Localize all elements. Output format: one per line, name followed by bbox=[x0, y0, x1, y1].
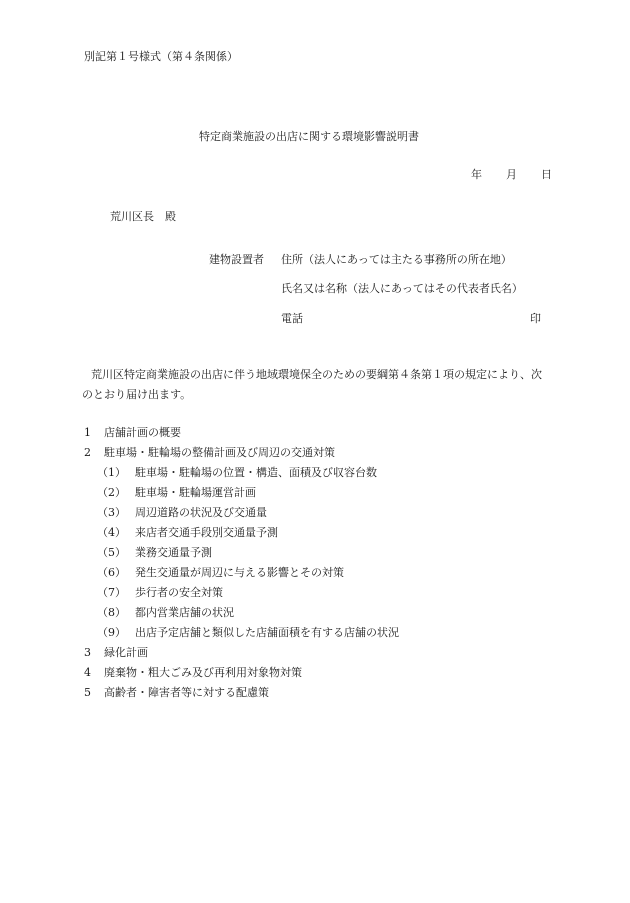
sub-item-label: 都内営業店舗の状況 bbox=[135, 606, 234, 619]
installer-label: 建物設置者 bbox=[209, 253, 264, 266]
item-label: 高齢者・障害者等に対する配慮策 bbox=[104, 686, 269, 699]
item-label: 廃棄物・粗大ごみ及び再利用対象物対策 bbox=[104, 666, 302, 679]
seal-mark: 印 bbox=[530, 312, 541, 325]
sub-item-number: （4） bbox=[97, 526, 126, 539]
sub-item bbox=[97, 467, 377, 478]
sub-item-number: （7） bbox=[97, 586, 126, 599]
sub-item-number: （5） bbox=[97, 546, 126, 559]
statement: 荒川区特定商業施設の出店に伴う地域環境保全のための要綱第４条第１項の規定により、次のとおり届け出ます。 bbox=[82, 368, 542, 401]
sub-item bbox=[97, 547, 212, 558]
date-day: 日 bbox=[541, 168, 552, 181]
sub-item-number: （8） bbox=[97, 606, 126, 619]
date-year: 年 bbox=[471, 168, 482, 181]
sub-item-number: （6） bbox=[97, 566, 126, 579]
date-month: 月 bbox=[506, 168, 517, 181]
item-label: 駐車場・駐輪場の整備計画及び周辺の交通対策 bbox=[104, 446, 335, 459]
applicant-address: 住所（法人にあっては主たる事務所の所在地） bbox=[281, 253, 512, 266]
sub-item bbox=[97, 487, 256, 498]
sub-item-label: 周辺道路の状況及び交通量 bbox=[135, 506, 267, 519]
item-number: 2 bbox=[84, 446, 91, 459]
item-label: 緑化計画 bbox=[104, 646, 148, 659]
date-line bbox=[471, 169, 552, 180]
list-item bbox=[84, 427, 181, 438]
sub-item bbox=[97, 587, 223, 598]
sub-item-number: （1） bbox=[97, 466, 126, 479]
sub-item bbox=[97, 627, 399, 638]
sub-item bbox=[97, 527, 278, 538]
item-number: 4 bbox=[84, 666, 91, 679]
sub-item bbox=[97, 607, 234, 618]
item-number: 3 bbox=[84, 646, 91, 659]
form-id: 別記第１号様式（第４条関係） bbox=[84, 50, 238, 63]
item-label: 店舗計画の概要 bbox=[104, 426, 181, 439]
sub-item-label: 歩行者の安全対策 bbox=[135, 586, 223, 599]
list-item bbox=[84, 667, 302, 678]
document-title: 特定商業施設の出店に関する環境影響説明書 bbox=[199, 130, 419, 143]
sub-item bbox=[97, 567, 344, 578]
applicant-phone: 電話 bbox=[281, 312, 303, 325]
sub-item-label: 駐車場・駐輪場の位置・構造、面積及び収容台数 bbox=[135, 466, 377, 479]
item-number: 5 bbox=[84, 686, 91, 699]
sub-item-number: （2） bbox=[97, 486, 126, 499]
item-number: 1 bbox=[84, 426, 91, 439]
sub-item-label: 業務交通量予測 bbox=[135, 546, 212, 559]
sub-item bbox=[97, 507, 267, 518]
list-item bbox=[84, 647, 148, 658]
sub-item-label: 来店者交通手段別交通量予測 bbox=[135, 526, 278, 539]
sub-item-number: （3） bbox=[97, 506, 126, 519]
addressee: 荒川区長 殿 bbox=[110, 210, 176, 223]
sub-item-label: 発生交通量が周辺に与える影響とその対策 bbox=[135, 566, 344, 579]
sub-item-label: 駐車場・駐輪場運営計画 bbox=[135, 486, 256, 499]
list-item bbox=[84, 687, 269, 698]
list-item bbox=[84, 447, 335, 458]
sub-item-number: （9） bbox=[97, 626, 126, 639]
applicant-name: 氏名又は名称（法人にあってはその代表者氏名） bbox=[281, 282, 523, 295]
sub-item-label: 出店予定店舗と類似した店舗面積を有する店舗の状況 bbox=[135, 626, 399, 639]
